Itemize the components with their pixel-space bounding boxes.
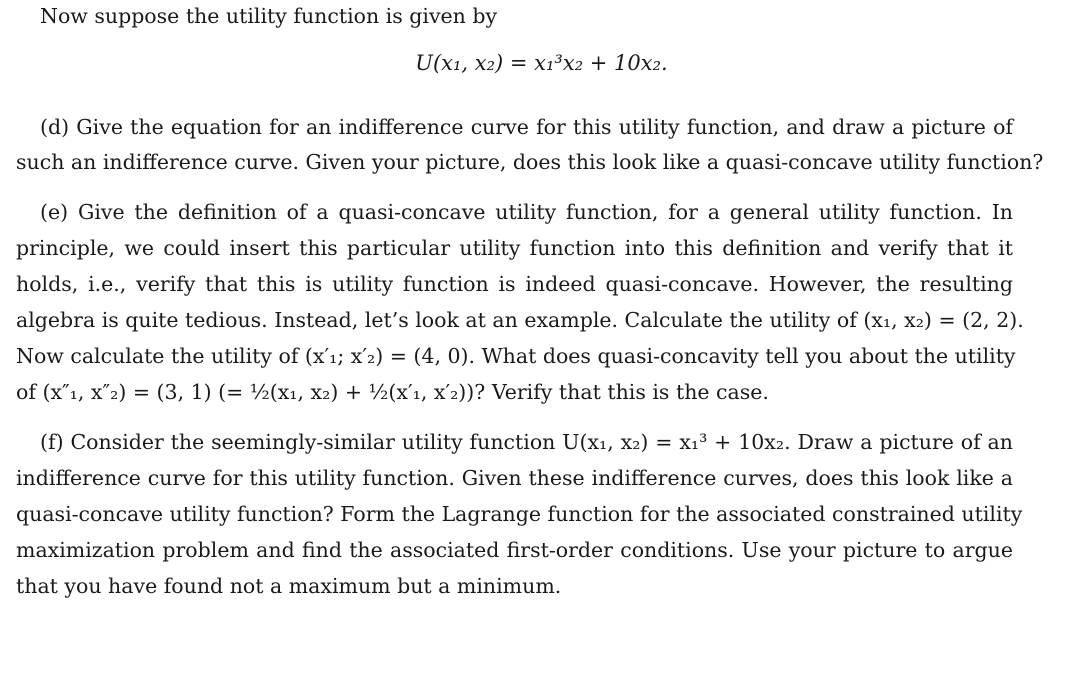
part-e-line-2: principle, we could insert this particular utility function into this definition and verify that it — [16, 236, 1013, 260]
part-f-line-3: quasi-concave utility function? Form the Lagrange function for the associated constrained utility — [16, 502, 1023, 526]
part-e-line-1: (e) Give the definition of a quasi-concave utility function, for a general utility function. In — [40, 200, 1013, 224]
part-f-line-4: maximization problem and find the associated first-order conditions. Use your picture to argue — [16, 538, 1013, 562]
part-f-line-1: (f) Consider the seemingly-similar utility function U(x₁, x₂) = x₁³ + 10x₂. Draw a picture of an — [40, 430, 1013, 454]
part-f-line-5: that you have found not a maximum but a minimum. — [16, 574, 562, 598]
utility-equation: U(x₁, x₂) = x₁³x₂ + 10x₂. — [415, 51, 668, 75]
part-e-line-5: Now calculate the utility of (x′₁; x′₂) = (4, 0). What does quasi-concavity tell you about the utility — [16, 344, 1016, 368]
part-f-line-2: indifference curve for this utility function. Given these indifference curves, does this look like a — [16, 466, 1013, 490]
part-d-line-2: such an indifference curve. Given your picture, does this look like a quasi-concave utility function? — [16, 150, 1044, 174]
part-d-line-1: (d) Give the equation for an indifference curve for this utility function, and draw a picture of — [40, 115, 1013, 139]
intro-text: Now suppose the utility function is given by — [40, 4, 498, 28]
part-e-line-6: of (x″₁, x″₂) = (3, 1) (= ½(x₁, x₂) + ½(x′₁, x′₂))? Verify that this is the case. — [16, 380, 769, 404]
part-e-line-3: holds, i.e., verify that this is utility function is indeed quasi-concave. However, the resulting — [16, 272, 1013, 296]
part-e-line-4: algebra is quite tedious. Instead, let’s look at an example. Calculate the utility of (x₁, x₂) = (2, 2). — [16, 308, 1024, 332]
